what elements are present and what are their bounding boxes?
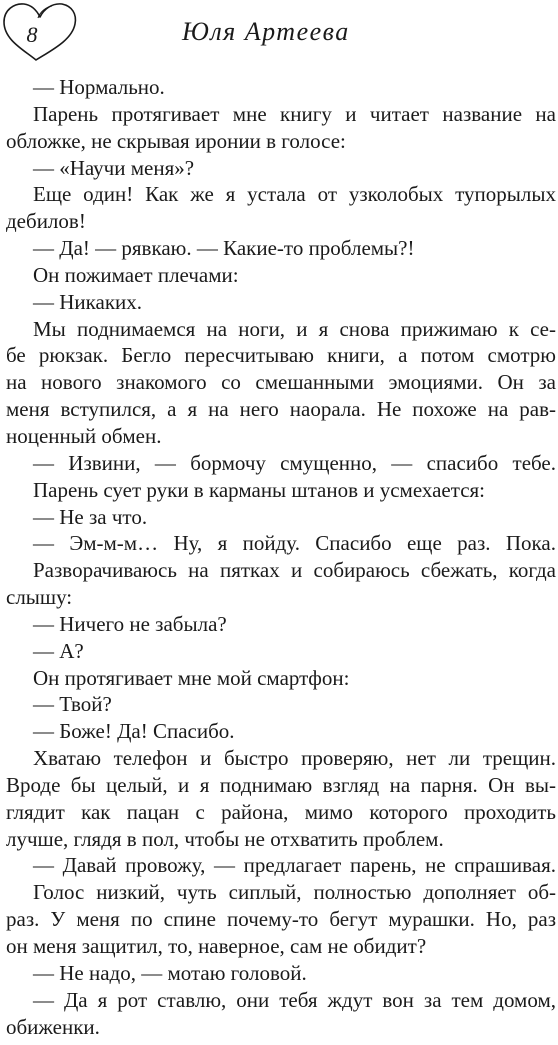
text-line: — Извини, — бормочу смущенно, — спасибо тебе. xyxy=(33,450,556,475)
text-line: Голос низкий, чуть сиплый, полностью дополняет об- xyxy=(33,880,556,905)
text-line: — Боже! Да! Спасибо. xyxy=(33,719,235,744)
text-line: глядит как пацан с района, мимо которого проходить xyxy=(6,799,556,824)
page-header xyxy=(0,0,558,66)
text-line: обиженки. xyxy=(6,1014,100,1039)
running-header-author: Юля Артеева xyxy=(182,17,350,46)
text-line: — Да я рот ставлю, они тебя ждут вон за тем домом, xyxy=(33,987,556,1012)
text-line: — Никаких. xyxy=(33,289,143,314)
text-line: на нового знакомого со смешанными эмоциями. Он за xyxy=(6,370,556,395)
text-line: Мы поднимаемся на ноги, и я снова прижимаю к се- xyxy=(33,316,556,341)
text-line: Хватаю телефон и быстро проверяю, нет ли трещин. xyxy=(33,746,556,771)
text-line: Еще один! Как же я устала от узколобых тупорылых xyxy=(33,182,556,207)
text-line: — Не за что. xyxy=(33,504,148,529)
text-line: — Нормально. xyxy=(33,75,165,99)
text-line: ноценный обмен. xyxy=(6,423,162,448)
text-line: — «Научи меня»? xyxy=(33,155,195,180)
text-line: обложке, не скрывая иронии в голосе: xyxy=(6,128,346,153)
text-line: Вроде бы целый, и я поднимаю взгляд на парня. Он вы- xyxy=(6,772,556,797)
text-line: Парень протягивает мне книгу и читает название на xyxy=(33,101,556,126)
text-line: он меня защитил, то, наверное, сам не обидит? xyxy=(6,934,427,958)
text-line: — Давай провожу, — предлагает парень, не спрашивая. xyxy=(33,853,556,878)
text-line: Он пожимает плечами: xyxy=(33,262,239,287)
text-line: меня вступился, а я на него наорала. Не похоже на рав- xyxy=(6,397,556,422)
page-number: 8 xyxy=(26,22,38,47)
text-line: — Ничего не забыла? xyxy=(33,611,227,636)
body-text xyxy=(6,74,556,1040)
text-line: Он протягивает мне мой смартфон: xyxy=(33,665,350,690)
text-line: — Да! — рявкаю. — Какие-то проблемы?! xyxy=(33,236,415,261)
text-line: — Эм-м-м… Ну, я пойду. Спасибо еще раз. Пока. xyxy=(33,531,556,556)
text-line: Разворачиваюсь на пятках и собираюсь сбежать, когда xyxy=(33,558,556,583)
text-line: — Не надо, — мотаю головой. xyxy=(33,960,307,985)
text-line: раз. У меня по спине почему-то бегут мурашки. Но, раз xyxy=(6,907,556,932)
text-line: слышу: xyxy=(6,585,73,610)
text-line: лучше, глядя в пол, чтобы не отхватить проблем. xyxy=(6,826,444,851)
text-line: бе рюкзак. Бегло пересчитываю книги, а потом смотрю xyxy=(6,343,556,368)
text-line: — А? xyxy=(33,638,84,663)
text-line: — Твой? xyxy=(33,692,112,717)
text-line: Парень сует руки в карманы штанов и усмехается: xyxy=(33,477,486,502)
text-line: дебилов! xyxy=(6,209,86,234)
